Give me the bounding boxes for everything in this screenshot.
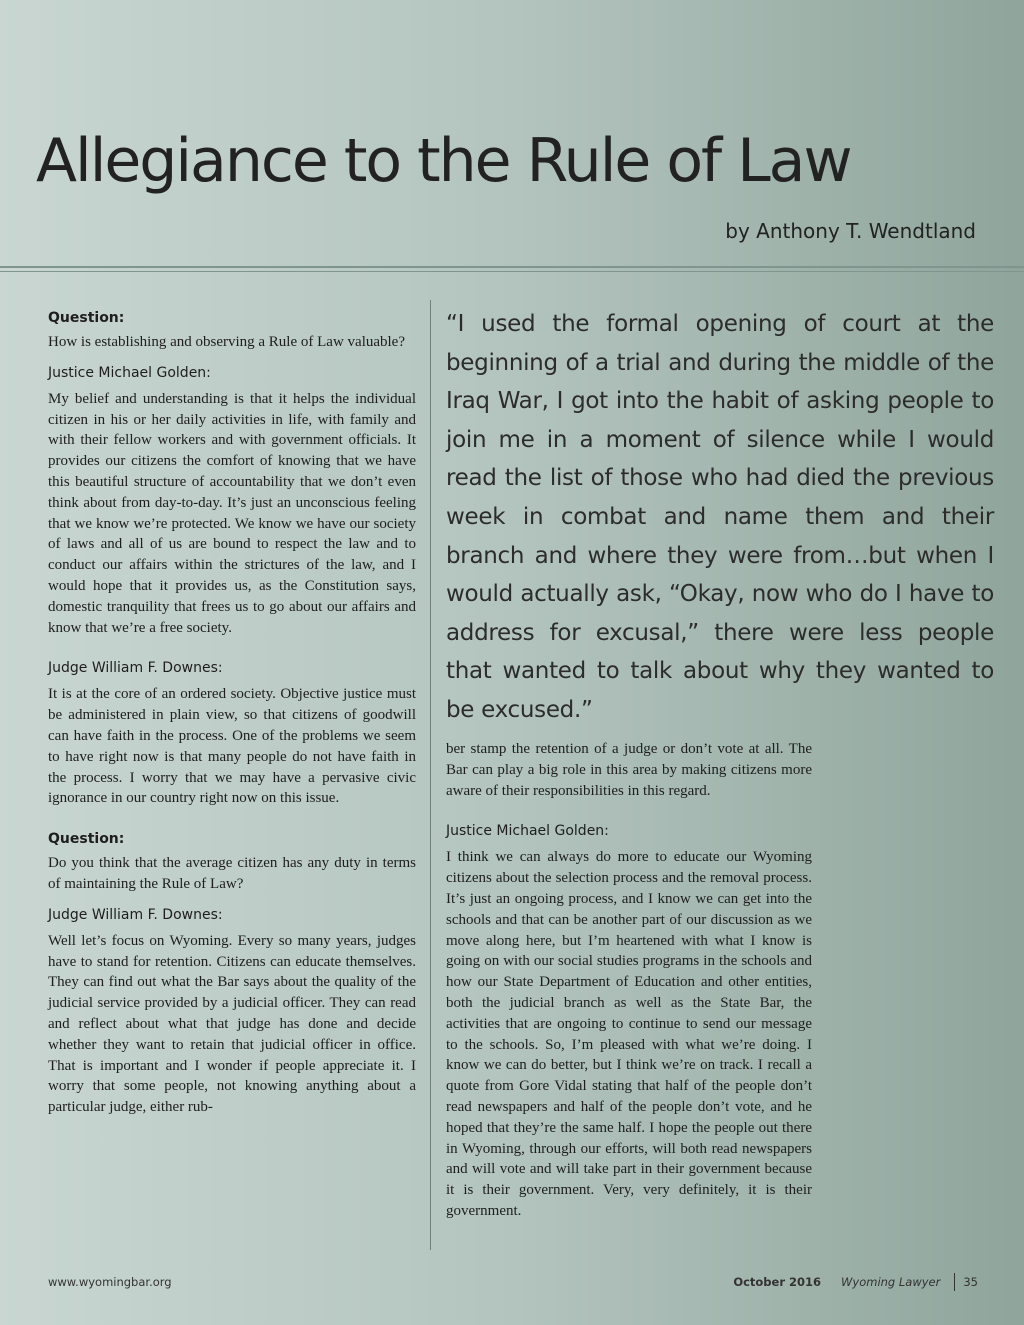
header-divider-thin [0,271,1024,272]
article-title: Allegiance to the Rule of Law [36,126,851,196]
question-label: Question: [48,831,125,848]
answer-text: Well let’s focus on Wyoming. Every so many years, judges have to stand for retention. Citizens can educate themselves. They can find out what the Bar says about the quality of the judicial service provided by a judicial officer. They can read and reflect about what that judge has done and decide whether they want to retain that judicial officer in office. That is important and I wonder if people appreciate it. I worry that some people, not knowing anything about a particular judge, either rub- [48,932,416,1116]
article-byline: by Anthony T. Wendtland [725,219,976,243]
footer-folio [733,1273,978,1291]
right-column [446,739,812,1234]
left-column [48,310,416,1130]
magazine-name: Wyoming Lawyer [841,1275,941,1289]
speaker-label: Justice Michael Golden: [446,823,609,840]
pull-quote: “I used the formal opening of court at the beginning of a trial and during the middle of the Iraq War, I got into the habit of asking people to join me in a moment of silence while I would read the list of those who had died the previous week in combat and name them and their branch and where they were from…but when I would actually ask, “Okay, now who do I have to address for excusal,” there were less people that wanted to talk about why they wanted to be excused.” [446,311,994,723]
question-text: Do you think that the average citizen has any duty in terms of maintaining the Rule of Law? [48,855,416,892]
answer-text: It is at the core of an ordered society. Objective justice must be administered in plain view, so that citizens of goodwill can have faith in the process. One of the problems we seem to have right now is that many people do not have faith in the process. I worry that we may have a pervasive civic ignorance in our country right now on this issue. [48,686,416,807]
page-number: 35 [963,1275,978,1289]
answer-text: I think we can always do more to educate our Wyoming citizens about the selection process and the removal process. It’s just an ongoing process, and I know we can get into the schools and that can be another part of our discussion as we move along here, but I’m heartened with what I know is going on with our social studies programs in the schools and how our State Department of Education and other entities, both the judicial branch as well as the State Bar, the activities that are ongoing to continue to send our message to the schools. So, I’m pleased with what we’re doing. I know we can do better, but I think we’re on track. I recall a quote from Gore Vidal stating that half of the people don’t read newspapers and half of the people don’t vote, and he hoped that they’re the same half. I hope the people out there in Wyoming, through our efforts, will both read newspapers and will vote and will take part in their government because it is their government. Very, very definitely, it is their government. [446,849,812,1219]
speaker-label: Judge William F. Downes: [48,906,223,923]
footer-website: www.wyomingbar.org [48,1275,172,1289]
speaker-label: Judge William F. Downes: [48,660,223,677]
answer-text: My belief and understanding is that it helps the individual citizen in his or her daily activities in life, with family and with their fellow workers and with government officials. It provides our citizens the comfort of knowing that we have this beautiful structure of accountability that we don’t even think about from day-to-day. It’s just an unconscious feeling that we know we’re protected. We know we have our society of laws and all of us are bound to respect the law and to conduct our affairs within the strictures of the law, and I would hope that it provides us, as the Constitution says, domestic tranquility that frees us to go about our affairs and know that we’re a free society. [48,390,416,636]
answer-continued-text: ber stamp the retention of a judge or don’t vote at all. The Bar can play a big role in this area by making citizens more aware of their responsibilities in this regard. [446,741,812,799]
question-label: Question: [48,310,125,326]
issue-date: October 2016 [733,1275,822,1289]
speaker-label: Justice Michael Golden: [48,364,211,381]
folio-separator [954,1273,955,1291]
question-text: How is establishing and observing a Rule of Law valuable? [48,334,405,350]
header-divider [0,266,1024,268]
column-divider [430,300,431,1250]
